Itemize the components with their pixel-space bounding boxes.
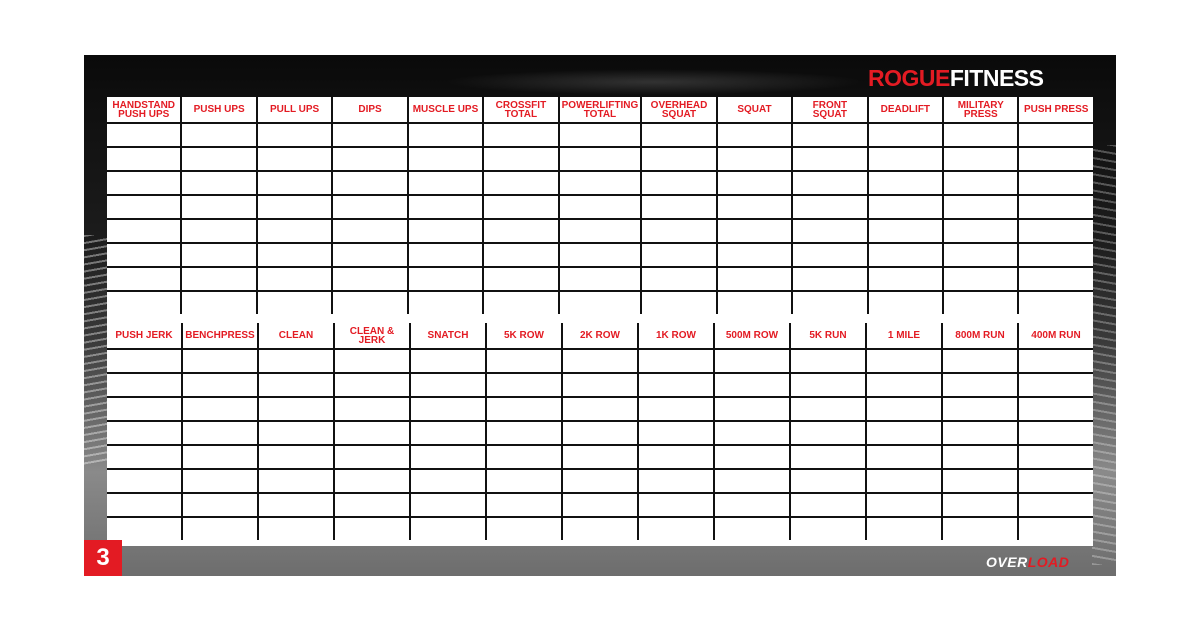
record-cell[interactable] xyxy=(107,398,181,422)
record-cell[interactable] xyxy=(560,124,641,148)
record-cell[interactable] xyxy=(484,196,557,220)
record-cell[interactable] xyxy=(718,220,791,244)
record-cell[interactable] xyxy=(793,292,866,314)
record-cell[interactable] xyxy=(484,268,557,292)
record-cell[interactable] xyxy=(107,268,180,292)
record-cell[interactable] xyxy=(411,374,485,398)
record-column xyxy=(407,97,482,314)
column-header: OVERHEAD SQUAT xyxy=(642,97,715,124)
record-cell[interactable] xyxy=(182,172,255,196)
logo-fitness-text: FITNESS xyxy=(949,65,1044,91)
record-cell[interactable] xyxy=(258,124,331,148)
record-cell[interactable] xyxy=(867,350,941,374)
record-cell[interactable] xyxy=(869,268,942,292)
record-cell[interactable] xyxy=(107,470,181,494)
record-cell[interactable] xyxy=(639,374,713,398)
record-grid xyxy=(107,97,1093,546)
column-header: 1K ROW xyxy=(639,323,713,350)
record-cell[interactable] xyxy=(258,172,331,196)
record-cell[interactable] xyxy=(563,518,637,540)
record-cell[interactable] xyxy=(791,470,865,494)
record-column xyxy=(257,323,333,540)
record-cell[interactable] xyxy=(560,244,641,268)
column-header: POWERLIFTING TOTAL xyxy=(560,97,641,124)
record-cell[interactable] xyxy=(944,244,1017,268)
record-cell[interactable] xyxy=(791,446,865,470)
record-cell[interactable] xyxy=(791,494,865,518)
record-cell[interactable] xyxy=(639,494,713,518)
record-cell[interactable] xyxy=(1019,148,1092,172)
record-cell[interactable] xyxy=(867,398,941,422)
record-cell[interactable] xyxy=(715,350,789,374)
record-cell[interactable] xyxy=(642,220,715,244)
record-cell[interactable] xyxy=(718,148,791,172)
record-column xyxy=(180,97,255,314)
record-cell[interactable] xyxy=(333,244,406,268)
record-cell[interactable] xyxy=(1019,124,1092,148)
record-cell[interactable] xyxy=(411,518,485,540)
record-cell[interactable] xyxy=(411,350,485,374)
record-cell[interactable] xyxy=(639,470,713,494)
record-column xyxy=(181,323,257,540)
record-cell[interactable] xyxy=(867,422,941,446)
column-header: DIPS xyxy=(333,97,406,124)
record-cell[interactable] xyxy=(867,494,941,518)
record-column xyxy=(558,97,641,314)
record-cell[interactable] xyxy=(183,470,257,494)
record-cell[interactable] xyxy=(715,398,789,422)
record-cell[interactable] xyxy=(333,268,406,292)
column-header: PUSH UPS xyxy=(182,97,255,124)
record-cell[interactable] xyxy=(791,350,865,374)
record-cell[interactable] xyxy=(639,446,713,470)
column-header: 800M RUN xyxy=(943,323,1017,350)
record-cell[interactable] xyxy=(867,374,941,398)
record-column xyxy=(867,97,942,314)
record-cell[interactable] xyxy=(560,220,641,244)
record-cell[interactable] xyxy=(869,148,942,172)
record-cell[interactable] xyxy=(715,518,789,540)
record-cell[interactable] xyxy=(639,518,713,540)
record-cell[interactable] xyxy=(1019,518,1093,540)
record-cell[interactable] xyxy=(867,470,941,494)
record-cell[interactable] xyxy=(484,292,557,314)
record-cell[interactable] xyxy=(411,470,485,494)
column-header: PUSH JERK xyxy=(107,323,181,350)
record-cell[interactable] xyxy=(869,124,942,148)
column-header: SQUAT xyxy=(718,97,791,124)
record-cell[interactable] xyxy=(182,292,255,314)
record-column xyxy=(107,97,180,314)
record-cell[interactable] xyxy=(1019,268,1092,292)
record-cell[interactable] xyxy=(182,244,255,268)
record-cell[interactable] xyxy=(259,446,333,470)
overload-load-text: LOAD xyxy=(1027,554,1070,570)
record-cell[interactable] xyxy=(183,398,257,422)
record-cell[interactable] xyxy=(793,244,866,268)
record-cell[interactable] xyxy=(642,292,715,314)
record-cell[interactable] xyxy=(487,374,561,398)
record-cell[interactable] xyxy=(183,518,257,540)
record-column xyxy=(941,323,1017,540)
record-cell[interactable] xyxy=(642,268,715,292)
record-cell[interactable] xyxy=(335,518,409,540)
record-column xyxy=(713,323,789,540)
record-cell[interactable] xyxy=(258,244,331,268)
record-cell[interactable] xyxy=(409,244,482,268)
rogue-fitness-logo xyxy=(868,65,1043,91)
record-cell[interactable] xyxy=(409,220,482,244)
record-cell[interactable] xyxy=(335,422,409,446)
column-header: FRONT SQUAT xyxy=(793,97,866,124)
record-cell[interactable] xyxy=(642,124,715,148)
record-cell[interactable] xyxy=(718,268,791,292)
record-cell[interactable] xyxy=(333,172,406,196)
record-cell[interactable] xyxy=(943,422,1017,446)
column-header: MILITARY PRESS xyxy=(944,97,1017,124)
record-cell[interactable] xyxy=(183,422,257,446)
record-cell[interactable] xyxy=(409,196,482,220)
record-cell[interactable] xyxy=(335,374,409,398)
record-cell[interactable] xyxy=(107,196,180,220)
record-cell[interactable] xyxy=(869,172,942,196)
record-cell[interactable] xyxy=(484,220,557,244)
record-cell[interactable] xyxy=(563,494,637,518)
column-header: PUSH PRESS xyxy=(1019,97,1092,124)
record-cell[interactable] xyxy=(718,124,791,148)
record-cell[interactable] xyxy=(258,268,331,292)
record-column xyxy=(716,97,791,314)
record-cell[interactable] xyxy=(793,172,866,196)
record-column xyxy=(640,97,715,314)
record-cell[interactable] xyxy=(259,374,333,398)
record-cell[interactable] xyxy=(183,494,257,518)
record-cell[interactable] xyxy=(715,374,789,398)
record-cell[interactable] xyxy=(1019,244,1092,268)
record-cell[interactable] xyxy=(333,220,406,244)
record-cell[interactable] xyxy=(867,518,941,540)
record-cell[interactable] xyxy=(718,244,791,268)
record-cell[interactable] xyxy=(107,172,180,196)
record-cell[interactable] xyxy=(484,148,557,172)
record-cell[interactable] xyxy=(335,494,409,518)
record-cell[interactable] xyxy=(107,518,181,540)
record-cell[interactable] xyxy=(869,292,942,314)
record-cell[interactable] xyxy=(639,398,713,422)
column-header: 500M ROW xyxy=(715,323,789,350)
record-cell[interactable] xyxy=(183,350,257,374)
record-cell[interactable] xyxy=(487,494,561,518)
record-cell[interactable] xyxy=(944,220,1017,244)
record-cell[interactable] xyxy=(944,292,1017,314)
record-cell[interactable] xyxy=(793,148,866,172)
record-cell[interactable] xyxy=(944,268,1017,292)
record-cell[interactable] xyxy=(1019,350,1093,374)
record-column xyxy=(485,323,561,540)
record-cell[interactable] xyxy=(943,470,1017,494)
record-cell[interactable] xyxy=(183,446,257,470)
record-cell[interactable] xyxy=(335,350,409,374)
record-cell[interactable] xyxy=(182,268,255,292)
record-cell[interactable] xyxy=(943,374,1017,398)
grunge-texture-right xyxy=(1092,145,1116,565)
record-cell[interactable] xyxy=(258,292,331,314)
record-cell[interactable] xyxy=(869,244,942,268)
column-header: PULL UPS xyxy=(258,97,331,124)
record-cell[interactable] xyxy=(642,196,715,220)
record-cell[interactable] xyxy=(944,172,1017,196)
record-cell[interactable] xyxy=(791,518,865,540)
record-cell[interactable] xyxy=(943,494,1017,518)
record-cell[interactable] xyxy=(487,422,561,446)
record-cell[interactable] xyxy=(484,124,557,148)
record-column xyxy=(482,97,557,314)
record-cell[interactable] xyxy=(107,494,181,518)
record-cell[interactable] xyxy=(1019,422,1093,446)
grunge-texture-left xyxy=(84,235,108,465)
column-header: 5K RUN xyxy=(791,323,865,350)
record-cell[interactable] xyxy=(409,148,482,172)
record-cell[interactable] xyxy=(944,148,1017,172)
record-column xyxy=(331,97,406,314)
record-cell[interactable] xyxy=(411,446,485,470)
record-cell[interactable] xyxy=(333,124,406,148)
record-cell[interactable] xyxy=(563,350,637,374)
top-record-section xyxy=(107,97,1093,314)
record-cell[interactable] xyxy=(259,494,333,518)
record-cell[interactable] xyxy=(183,374,257,398)
record-cell[interactable] xyxy=(793,220,866,244)
record-cell[interactable] xyxy=(487,350,561,374)
record-cell[interactable] xyxy=(563,446,637,470)
record-cell[interactable] xyxy=(560,148,641,172)
record-column xyxy=(789,323,865,540)
record-cell[interactable] xyxy=(107,148,180,172)
record-cell[interactable] xyxy=(943,446,1017,470)
record-cell[interactable] xyxy=(639,350,713,374)
record-cell[interactable] xyxy=(107,350,181,374)
record-cell[interactable] xyxy=(791,398,865,422)
record-cell[interactable] xyxy=(1019,196,1092,220)
record-column xyxy=(1017,97,1092,314)
record-column xyxy=(333,323,409,540)
record-cell[interactable] xyxy=(1019,398,1093,422)
column-header: BENCHPRESS xyxy=(183,323,257,350)
overload-over-text: OVER xyxy=(986,554,1028,570)
record-column xyxy=(637,323,713,540)
record-cell[interactable] xyxy=(944,124,1017,148)
record-cell[interactable] xyxy=(718,196,791,220)
record-cell[interactable] xyxy=(107,446,181,470)
record-cell[interactable] xyxy=(715,422,789,446)
record-cell[interactable] xyxy=(869,220,942,244)
column-header: 5K ROW xyxy=(487,323,561,350)
record-cell[interactable] xyxy=(258,148,331,172)
record-cell[interactable] xyxy=(107,422,181,446)
column-header: 400M RUN xyxy=(1019,323,1093,350)
record-cell[interactable] xyxy=(791,374,865,398)
record-cell[interactable] xyxy=(944,196,1017,220)
column-header: DEADLIFT xyxy=(869,97,942,124)
record-cell[interactable] xyxy=(335,470,409,494)
record-cell[interactable] xyxy=(715,470,789,494)
record-cell[interactable] xyxy=(487,518,561,540)
record-cell[interactable] xyxy=(333,292,406,314)
logo-rogue-text: ROGUE xyxy=(868,65,950,91)
overload-logo xyxy=(986,554,1069,570)
record-cell[interactable] xyxy=(182,148,255,172)
record-cell[interactable] xyxy=(1019,374,1093,398)
record-cell[interactable] xyxy=(943,518,1017,540)
record-cell[interactable] xyxy=(793,124,866,148)
record-cell[interactable] xyxy=(182,124,255,148)
column-header: CLEAN & JERK xyxy=(335,323,409,350)
record-cell[interactable] xyxy=(411,398,485,422)
record-cell[interactable] xyxy=(107,124,180,148)
record-cell[interactable] xyxy=(639,422,713,446)
record-cell[interactable] xyxy=(642,172,715,196)
record-cell[interactable] xyxy=(411,422,485,446)
record-cell[interactable] xyxy=(715,494,789,518)
column-header: HANDSTAND PUSH UPS xyxy=(107,97,180,124)
record-cell[interactable] xyxy=(259,350,333,374)
record-cell[interactable] xyxy=(718,292,791,314)
record-cell[interactable] xyxy=(107,220,180,244)
record-cell[interactable] xyxy=(1019,292,1092,314)
record-cell[interactable] xyxy=(1019,446,1093,470)
record-cell[interactable] xyxy=(487,470,561,494)
column-header: MUSCLE UPS xyxy=(409,97,482,124)
record-cell[interactable] xyxy=(107,244,180,268)
record-cell[interactable] xyxy=(487,398,561,422)
record-cell[interactable] xyxy=(867,446,941,470)
record-column xyxy=(107,323,181,540)
record-cell[interactable] xyxy=(943,350,1017,374)
record-cell[interactable] xyxy=(487,446,561,470)
record-cell[interactable] xyxy=(335,446,409,470)
column-header: CLEAN xyxy=(259,323,333,350)
record-cell[interactable] xyxy=(259,398,333,422)
column-header: 2K ROW xyxy=(563,323,637,350)
record-cell[interactable] xyxy=(791,422,865,446)
record-cell[interactable] xyxy=(182,196,255,220)
record-cell[interactable] xyxy=(563,374,637,398)
record-cell[interactable] xyxy=(333,196,406,220)
record-cell[interactable] xyxy=(335,398,409,422)
record-cell[interactable] xyxy=(563,398,637,422)
record-column xyxy=(561,323,637,540)
record-cell[interactable] xyxy=(943,398,1017,422)
record-cell[interactable] xyxy=(333,148,406,172)
record-cell[interactable] xyxy=(107,374,181,398)
record-column xyxy=(865,323,941,540)
record-cell[interactable] xyxy=(259,422,333,446)
record-cell[interactable] xyxy=(563,422,637,446)
record-column xyxy=(1017,323,1093,540)
record-cell[interactable] xyxy=(182,220,255,244)
record-column xyxy=(409,323,485,540)
record-cell[interactable] xyxy=(409,124,482,148)
record-cell[interactable] xyxy=(642,148,715,172)
record-cell[interactable] xyxy=(259,470,333,494)
column-header: SNATCH xyxy=(411,323,485,350)
record-cell[interactable] xyxy=(1019,172,1092,196)
record-cell[interactable] xyxy=(563,470,637,494)
record-cell[interactable] xyxy=(642,244,715,268)
grunge-texture-top xyxy=(444,69,864,95)
record-cell[interactable] xyxy=(1019,470,1093,494)
record-cell[interactable] xyxy=(409,172,482,196)
record-cell[interactable] xyxy=(560,172,641,196)
record-cell[interactable] xyxy=(259,518,333,540)
record-cell[interactable] xyxy=(411,494,485,518)
record-column xyxy=(791,97,866,314)
record-cell[interactable] xyxy=(1019,494,1093,518)
record-cell[interactable] xyxy=(409,268,482,292)
record-cell[interactable] xyxy=(793,268,866,292)
record-cell[interactable] xyxy=(793,196,866,220)
column-header: CROSSFIT TOTAL xyxy=(484,97,557,124)
record-cell[interactable] xyxy=(715,446,789,470)
record-cell[interactable] xyxy=(107,292,180,314)
record-column xyxy=(256,97,331,314)
record-cell[interactable] xyxy=(258,196,331,220)
record-cell[interactable] xyxy=(409,292,482,314)
record-cell[interactable] xyxy=(560,292,641,314)
record-cell[interactable] xyxy=(484,172,557,196)
bottom-record-section xyxy=(107,323,1093,540)
record-cell[interactable] xyxy=(484,244,557,268)
record-column xyxy=(942,97,1017,314)
record-cell[interactable] xyxy=(258,220,331,244)
page-number-badge: 3 xyxy=(84,540,122,576)
record-cell[interactable] xyxy=(560,196,641,220)
column-header: 1 MILE xyxy=(867,323,941,350)
record-cell[interactable] xyxy=(560,268,641,292)
record-cell[interactable] xyxy=(1019,220,1092,244)
record-cell[interactable] xyxy=(718,172,791,196)
record-cell[interactable] xyxy=(869,196,942,220)
